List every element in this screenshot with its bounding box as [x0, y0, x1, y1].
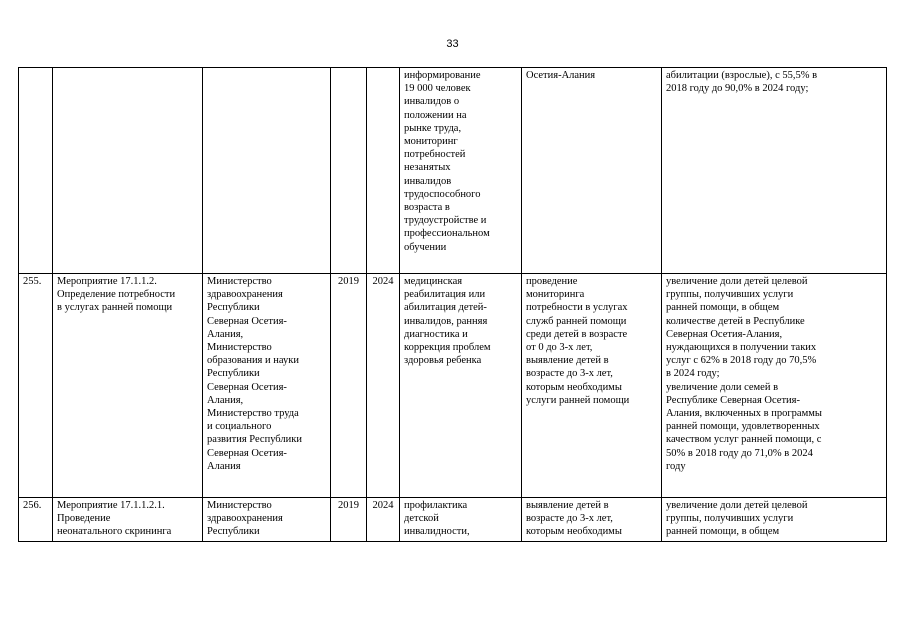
measure-name-cell [53, 68, 203, 274]
indicator-cell: абилитации (взрослые), с 55,5% в 2018 году до 90,0% в 2024 году; [662, 68, 887, 274]
measure-name-cell: Мероприятие 17.1.1.2.1. Проведение неонатального скрининга [53, 498, 203, 542]
page-number: 33 [446, 38, 459, 50]
expected-result-cell: профилактика детской инвалидности, [400, 498, 522, 542]
row-number-cell: 255. [19, 274, 53, 498]
table-row [19, 498, 887, 542]
indicator-cell: увеличение доли детей целевой группы, получивших услуги ранней помощи, в общем количестве детей в Республике Северная Осетия-Алания, нуждающихся в получении таких услуг с 62% в 2018 году до 70,5% в 2024 году; увеличение доли семей в Республике Северная Осетия- Алания, включенных в программы ранней помощи, удовлетворенных качеством услуг ранней помощи, с 50% в 2018 году до 71,0% в 2024 году [662, 274, 887, 498]
main-direction-cell: выявление детей в возрасте до 3-х лет, которым необходимы [522, 498, 662, 542]
main-direction-cell: Осетия-Алания [522, 68, 662, 274]
end-year-cell [367, 68, 400, 274]
main-direction-cell: проведение мониторинга потребности в услугах служб ранней помощи среди детей в возрасте от 0 до 3-х лет, выявление детей в возрасте до 3-х лет, которым необходимы услуги ранней помощи [522, 274, 662, 498]
expected-result-cell: информирование 19 000 человек инвалидов о положении на рынке труда, мониторинг потребностей незанятых инвалидов трудоспособного возраста в трудоустройстве и профессиональном обучении [400, 68, 522, 274]
end-year-cell: 2024 [367, 498, 400, 542]
table-row [19, 274, 887, 498]
start-year-cell [331, 68, 367, 274]
start-year-cell: 2019 [331, 498, 367, 542]
row-number-cell: 256. [19, 498, 53, 542]
end-year-cell: 2024 [367, 274, 400, 498]
measure-name-cell: Мероприятие 17.1.1.2. Определение потребности в услугах ранней помощи [53, 274, 203, 498]
row-number-cell [19, 68, 53, 274]
start-year-cell: 2019 [331, 274, 367, 498]
measures-table [18, 67, 887, 542]
executor-cell: Министерство здравоохранения Республики [203, 498, 331, 542]
executor-cell [203, 68, 331, 274]
table-row [19, 68, 887, 274]
expected-result-cell: медицинская реабилитация или абилитация детей- инвалидов, ранняя диагностика и коррекция проблем здоровья ребенка [400, 274, 522, 498]
executor-cell: Министерство здравоохранения Республики Северная Осетия- Алания, Министерство образования и науки Республики Северная Осетия- Алания, Министерство труда и социального развития Республики Северная Осетия- Алания [203, 274, 331, 498]
indicator-cell: увеличение доли детей целевой группы, получивших услуги ранней помощи, в общем [662, 498, 887, 542]
